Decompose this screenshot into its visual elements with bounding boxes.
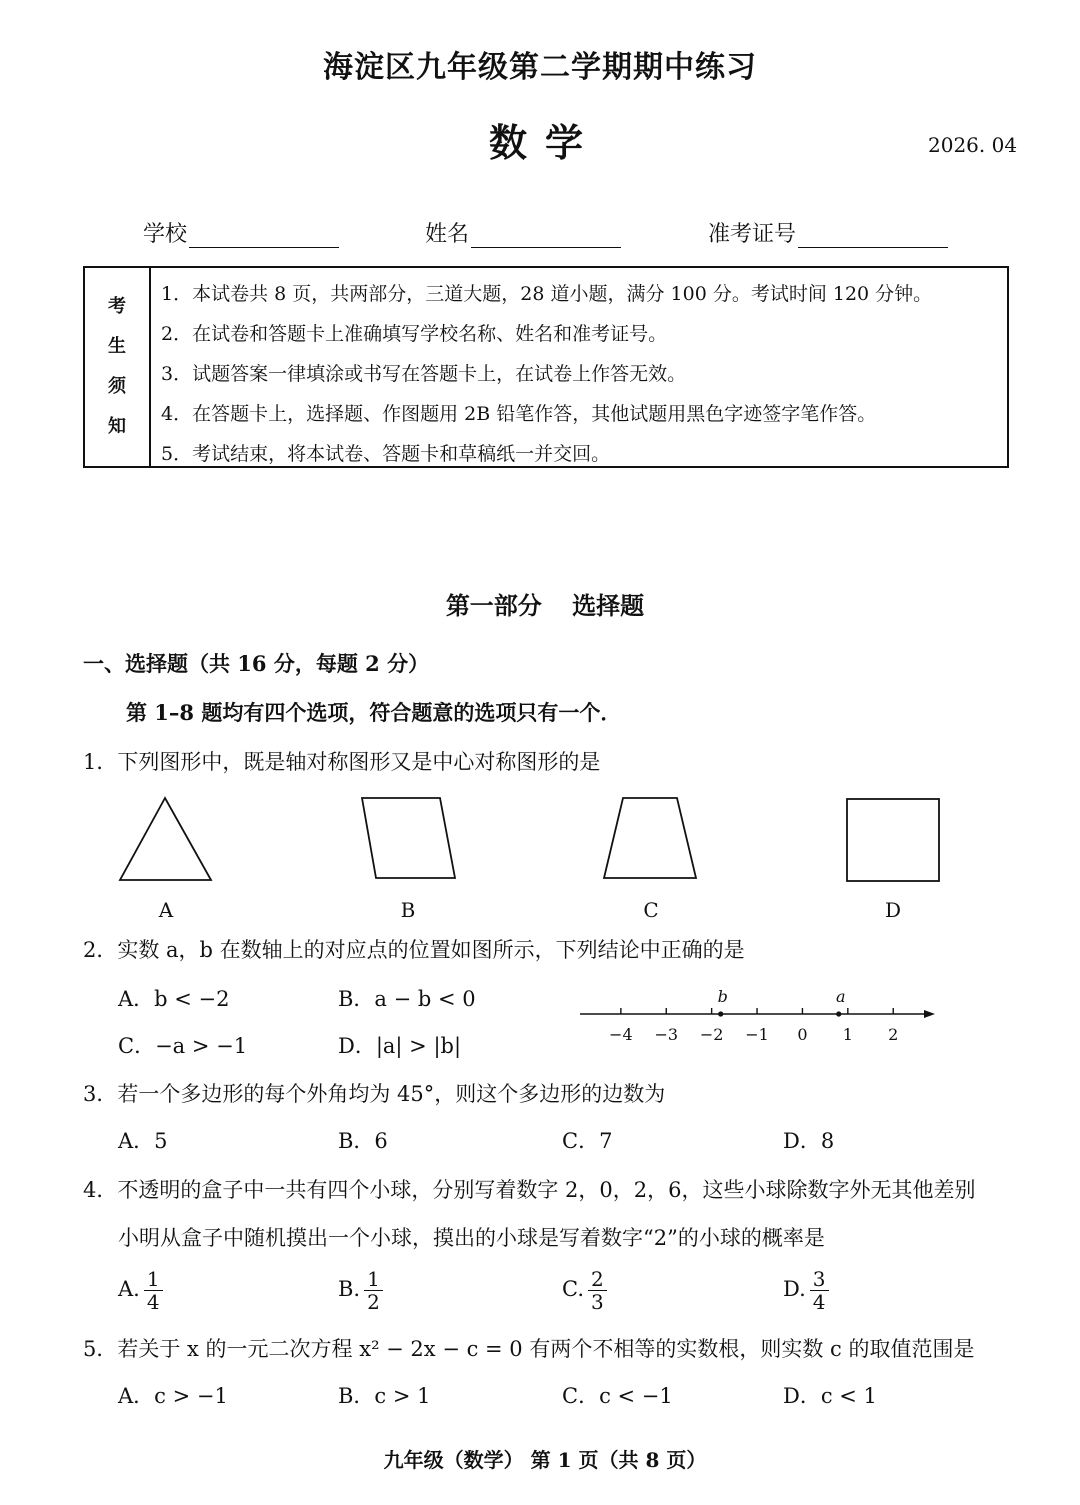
number-line-tick-label: 0 — [797, 1025, 808, 1044]
denominator: 2 — [367, 1290, 380, 1314]
number-line-point-label-b: b — [717, 987, 728, 1006]
exam-id-blank[interactable] — [798, 223, 948, 248]
numerator: 1 — [144, 1268, 163, 1291]
q2-option-c: C．−a > −1 — [118, 1034, 248, 1058]
notice-side-label — [85, 268, 151, 466]
q4-option-c — [562, 1268, 607, 1313]
part-heading: 第一部分 选择题 — [445, 591, 645, 620]
page-footer: 九年级（数学） 第 1 页（共 8 页） — [383, 1448, 707, 1472]
question-1-text: 1．下列图形中，既是轴对称图形又是中心对称图形的是 — [83, 750, 601, 774]
number-line-tick-label: −4 — [609, 1025, 633, 1044]
q5-option-d: D．c < 1 — [783, 1384, 877, 1408]
number-line-tick-label: −2 — [699, 1025, 724, 1044]
numerator: 2 — [588, 1268, 607, 1291]
option-prefix: D. — [783, 1277, 806, 1301]
question-5-text: 5．若关于 x 的一元二次方程 x² − 2x − c = 0 有两个不相等的实数根，则实数 c 的取值范围是 — [83, 1337, 975, 1361]
q4-option-d — [783, 1268, 829, 1313]
section-heading: 一、选择题（共 16 分，每题 2 分） — [83, 651, 430, 676]
number-line-tick-label: −3 — [654, 1025, 679, 1044]
question-2-text: 2．实数 a，b 在数轴上的对应点的位置如图所示，下列结论中正确的是 — [83, 938, 745, 962]
number-line-point-b — [718, 1011, 723, 1016]
q1-shape-a-triangle — [118, 796, 214, 882]
notice-item: 2．在试卷和答题卡上准确填写学校名称、姓名和准考证号。 — [161, 323, 668, 345]
name-blank[interactable] — [471, 223, 621, 248]
denominator: 4 — [812, 1290, 826, 1314]
number-line-point-label-a: a — [835, 987, 846, 1006]
q5-option-a: A．c > −1 — [118, 1384, 228, 1408]
q2-number-line — [580, 980, 940, 1050]
q4-option-b — [338, 1268, 383, 1313]
notice-item: 4．在答题卡上，选择题、作图题用 2B 铅笔作答，其他试题用黑色字迹签字笔作答。 — [161, 403, 877, 425]
numerator: 3 — [810, 1268, 829, 1291]
numerator: 1 — [364, 1268, 383, 1291]
exam-id-label: 准考证号 — [708, 222, 797, 247]
exam-title: 海淀区九年级第二学期期中练习 — [323, 50, 757, 85]
option-prefix: A. — [118, 1277, 140, 1301]
q1-shape-d-square — [845, 797, 943, 883]
q3-option-b: B．6 — [338, 1129, 388, 1153]
question-4-text-line2: 小明从盒子中随机摸出一个小球，摸出的小球是写着数字“2”的小球的概率是 — [118, 1226, 825, 1250]
school-label: 学校 — [143, 222, 188, 247]
q5-option-b: B．c > 1 — [338, 1384, 431, 1408]
notice-char: 生 — [108, 336, 126, 357]
subject-title: 数学 — [488, 120, 601, 165]
school-field — [143, 217, 339, 248]
notice-item: 3．试题答案一律填涂或书写在答题卡上，在试卷上作答无效。 — [161, 363, 687, 385]
question-3-text: 3．若一个多边形的每个外角均为 45°，则这个多边形的边数为 — [83, 1082, 666, 1106]
section-instruction: 第 1–8 题均有四个选项，符合题意的选项只有一个． — [126, 700, 622, 725]
denominator: 4 — [146, 1290, 160, 1314]
number-line-tick-label: −1 — [745, 1025, 769, 1044]
exam-date: 2026. 04 — [928, 133, 1018, 157]
fraction — [144, 1268, 163, 1313]
fraction — [364, 1268, 383, 1313]
exam-id-field — [708, 217, 948, 248]
q3-option-a: A．5 — [118, 1129, 168, 1153]
q1-label-c: C — [643, 898, 659, 922]
name-field — [425, 217, 621, 248]
school-blank[interactable] — [189, 223, 339, 248]
notice-item: 1．本试卷共 8 页，共两部分，三道大题，28 道小题，满分 100 分。考试时间 120 分钟。 — [161, 283, 933, 305]
q2-option-b: B．a − b < 0 — [338, 987, 476, 1011]
number-line-arrow — [924, 1010, 935, 1018]
q1-label-a: A — [158, 898, 174, 922]
name-label: 姓名 — [425, 222, 470, 247]
q1-shape-b-parallelogram — [360, 796, 458, 882]
q4-option-a — [118, 1268, 163, 1313]
notice-char: 须 — [108, 376, 126, 397]
number-line-tick-label: 2 — [888, 1025, 899, 1044]
notice-char: 知 — [108, 416, 126, 437]
notice-list — [151, 268, 1007, 466]
number-line-point-a — [836, 1011, 841, 1016]
denominator: 3 — [591, 1290, 604, 1314]
q3-option-d: D．8 — [783, 1129, 835, 1153]
q5-option-c: C．c < −1 — [562, 1384, 673, 1408]
q1-shape-c-trapezoid — [602, 796, 700, 882]
number-line-tick-label: 1 — [842, 1025, 853, 1044]
question-4-text-line1: 4．不透明的盒子中一共有四个小球，分别写着数字 2，0，2，6，这些小球除数字外无其他差别 — [83, 1178, 976, 1202]
option-prefix: C. — [562, 1277, 584, 1301]
notice-item: 5．考试结束，将本试卷、答题卡和草稿纸一并交回。 — [161, 443, 611, 465]
notice-char: 考 — [108, 296, 126, 317]
fraction — [588, 1268, 607, 1313]
candidate-notice-box — [83, 266, 1009, 468]
q1-label-d: D — [884, 898, 902, 922]
q3-option-c: C．7 — [562, 1129, 613, 1153]
fraction — [810, 1268, 829, 1313]
q2-option-a: A．b < −2 — [118, 987, 230, 1011]
q2-option-d: D．|a| > |b| — [338, 1034, 462, 1058]
q1-label-b: B — [400, 898, 416, 922]
option-prefix: B. — [338, 1277, 361, 1301]
